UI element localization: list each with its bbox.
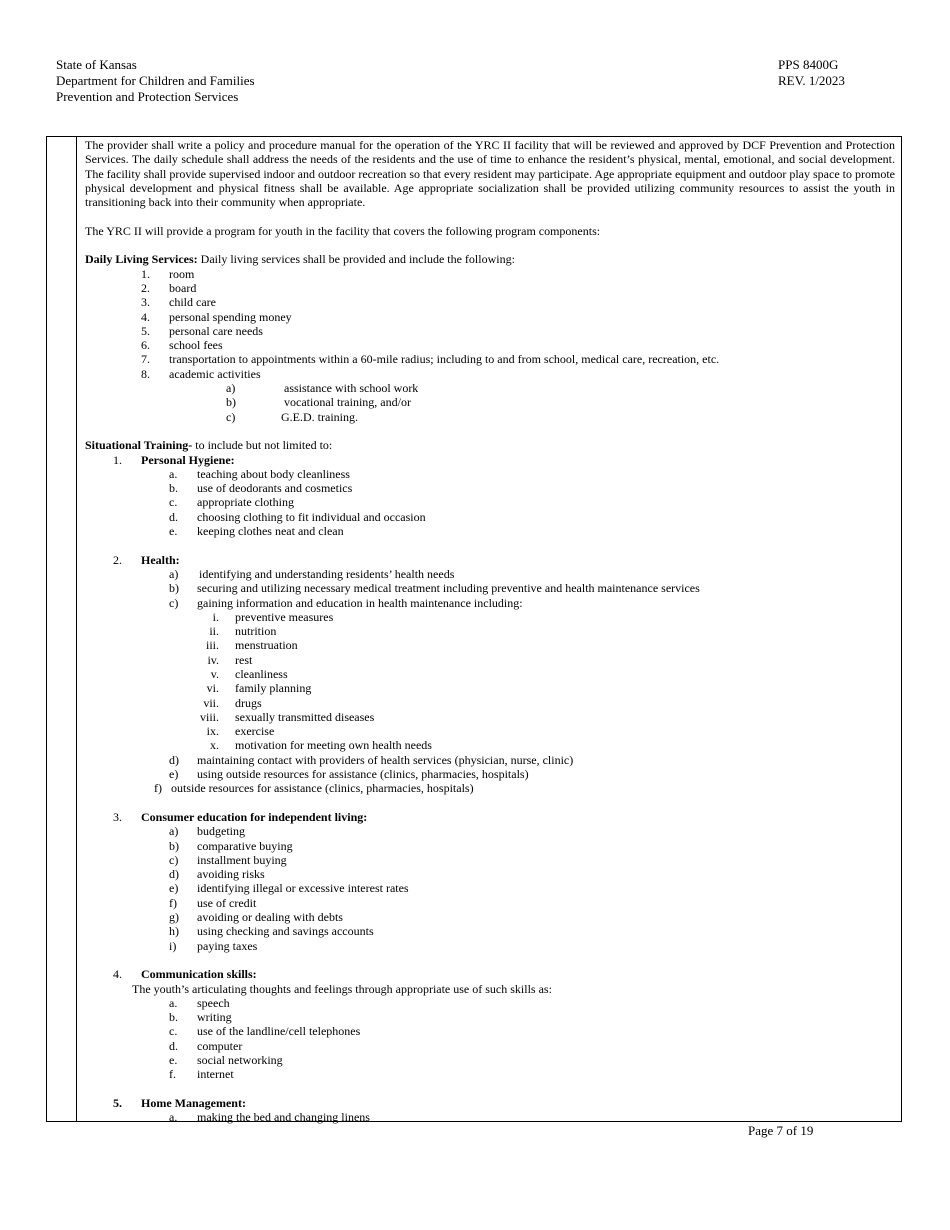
list-item: d) maintaining contact with providers of health services (physician, nurse, clinic) [169, 752, 574, 767]
list-item: d. choosing clothing to fit individual and occasion [169, 509, 426, 524]
list-item: 2. board [141, 280, 197, 295]
list-item: b. writing [169, 1010, 232, 1025]
list-item: iv. rest [207, 652, 253, 667]
list-item: vi. family planning [206, 681, 312, 696]
daily-living-heading [85, 252, 895, 266]
situational-lead: to include but not limited to: [192, 438, 333, 453]
list-item: d) avoiding risks [169, 867, 265, 882]
list-item: ii. nutrition [209, 624, 277, 639]
health-roman-list [85, 610, 895, 753]
list-item: vii. drugs [203, 695, 262, 710]
home-heading: 5. Home Management: [113, 1095, 246, 1110]
list-item: ix. exercise [206, 724, 275, 739]
program-line: The YRC II will provide a program for youth in the facility that covers the following program components: [85, 223, 601, 238]
health-heading: 2. Health: [113, 552, 180, 567]
communication-lead: The youth’s articulating thoughts and feelings through appropriate use of such skills as: [132, 981, 552, 996]
list-item: b) comparative buying [169, 838, 293, 853]
list-item: 4. personal spending money [141, 309, 292, 324]
header-right [778, 57, 845, 89]
list-item: c) installment buying [169, 852, 287, 867]
header-doc-id: PPS 8400G [778, 57, 839, 72]
list-item: f) outside resources for assistance (clinics, pharmacies, hospitals) [154, 781, 474, 796]
list-item: e) using outside resources for assistance (clinics, pharmacies, hospitals) [169, 767, 529, 782]
list-item: a. making the bed and changing linens [169, 1110, 370, 1125]
list-item: 7. transportation to appointments within a 60-mile radius; including to and from school, medical care, recreation, etc. [141, 352, 720, 367]
list-item: iii. menstruation [205, 638, 298, 653]
list-item: c. use of the landline/cell telephones [169, 1024, 361, 1039]
list-item: a. speech [169, 995, 230, 1010]
document-body [85, 138, 895, 1124]
list-item: f. internet [169, 1067, 234, 1082]
list-item: viii. sexually transmitted diseases [199, 709, 375, 724]
communication-heading: 4. Communication skills: [113, 967, 257, 982]
list-item: v. cleanliness [210, 666, 288, 681]
list-item: c. appropriate clothing [169, 495, 294, 510]
situational-heading [85, 438, 895, 452]
situational-title: Situational Training- [85, 438, 193, 453]
daily-living-title: Daily Living Services: [85, 252, 198, 267]
list-item: a) identifying and understanding residents’ health needs [169, 566, 455, 581]
header-state: State of Kansas [56, 57, 137, 72]
list-item: e. social networking [169, 1053, 283, 1067]
list-item: i) paying taxes [169, 938, 258, 953]
list-item: 5. personal care needs [141, 323, 263, 338]
list-item: a) budgeting [169, 824, 245, 839]
list-item: h) using checking and savings accounts [169, 924, 374, 939]
list-item: a. teaching about body cleanliness [169, 466, 350, 481]
header-left [56, 57, 255, 105]
list-item: f) use of credit [169, 895, 257, 910]
list-item: c) G.E.D. training. [226, 409, 358, 424]
page-number: Page 7 of 19 [748, 1123, 814, 1138]
list-item: 8. academic activities [141, 366, 261, 381]
header-division: Prevention and Protection Services [56, 89, 239, 104]
frame-margin-divider [76, 136, 77, 1122]
list-item: 6. school fees [141, 338, 223, 353]
list-item: g) avoiding or dealing with debts [169, 910, 343, 925]
consumer-heading: 3. Consumer education for independent living: [113, 809, 368, 824]
intro-paragraph: The provider shall write a policy and procedure manual for the operation of the YRC II facility that will be reviewed and approved by DCF Prevention and Protection Services. The daily schedule shall address the needs of the residents and the use of time to enhance the resident’s physical, mental, emotional, and social development. The facility shall provide supervised indoor and outdoor recreation so that every resident may participate. Age appropriate equipment and outdoor play space to promote physical development and physical fitness shall be available. Age appropriate socialization shall be provided utilizing community resources to assist the youth in transitioning back into their community when appropriate. [85, 138, 895, 210]
list-item: c) gaining information and education in health maintenance including: [169, 595, 523, 610]
daily-living-list [85, 267, 895, 424]
list-item: b) vocational training, and/or [226, 395, 411, 410]
list-item: i. preventive measures [212, 609, 334, 624]
header-department: Department for Children and Families [56, 73, 255, 88]
list-item: b) securing and utilizing necessary medical treatment including preventive and health maintenance services [169, 581, 700, 596]
header-revision: REV. 1/2023 [778, 73, 845, 88]
list-item: e. keeping clothes neat and clean [169, 524, 344, 539]
hygiene-heading: 1. Personal Hygiene: [113, 452, 235, 467]
list-item: d. computer [169, 1038, 243, 1053]
list-item: a) assistance with school work [226, 381, 419, 396]
list-item: x. motivation for meeting own health needs [210, 738, 432, 753]
daily-living-lead: Daily living services shall be provided and include the following: [197, 252, 515, 267]
list-item: 1. room [141, 266, 195, 281]
list-item: 3. child care [141, 295, 216, 310]
list-item: e) identifying illegal or excessive interest rates [169, 881, 409, 896]
list-item: b. use of deodorants and cosmetics [169, 481, 353, 496]
